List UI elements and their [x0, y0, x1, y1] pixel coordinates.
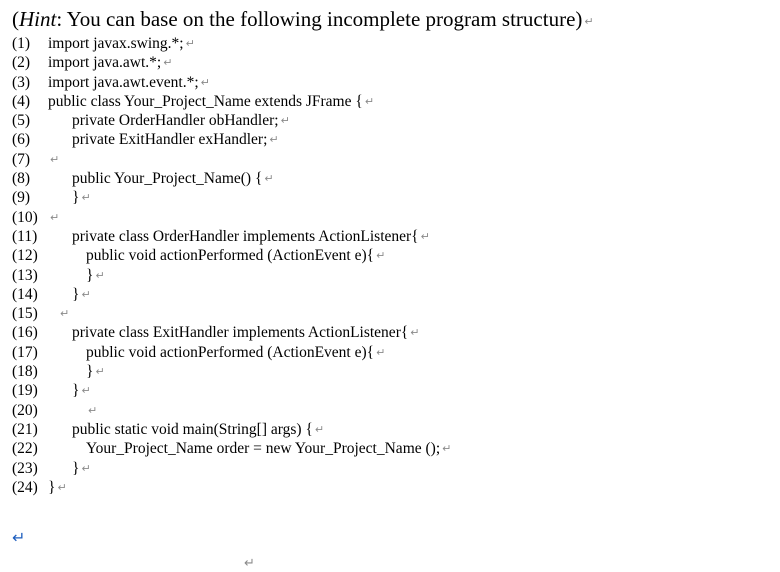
line-number: (18): [12, 363, 38, 381]
code-line-15: [12, 304, 772, 323]
paragraph-mark-icon: ↵: [584, 15, 594, 28]
line-number: (22): [12, 440, 38, 458]
paragraph-mark-icon: ↵: [50, 152, 60, 166]
hint-text: : You can base on the following incomplete program structure): [56, 7, 583, 31]
bottom-paragraph-mark-icon: ↵: [244, 556, 255, 571]
paragraph-mark-icon: ↵: [81, 461, 91, 475]
line-number: (12): [12, 247, 38, 265]
code-text: }: [72, 459, 80, 477]
code-line-5: [12, 111, 772, 130]
code-line-12: [12, 246, 772, 265]
code-text: }: [48, 478, 56, 496]
code-text: public void actionPerformed (ActionEvent e){: [86, 343, 375, 361]
paragraph-mark-icon: ↵: [88, 403, 98, 417]
paragraph-mark-icon: ↵: [410, 326, 420, 340]
code-line-24: [12, 478, 772, 497]
code-line-18: [12, 362, 772, 381]
code-text: private class ExitHandler implements ActionListener{: [72, 324, 409, 342]
line-number: (15): [12, 305, 38, 323]
paragraph-mark-icon: ↵: [280, 114, 290, 128]
line-number: (6): [12, 131, 31, 149]
line-number: (24): [12, 478, 38, 496]
hint-open-paren: (: [12, 7, 19, 31]
code-text: public Your_Project_Name() {: [72, 170, 263, 188]
paragraph-mark-icon: ↵: [81, 191, 91, 205]
line-number: (13): [12, 266, 38, 284]
line-number: (3): [12, 73, 31, 91]
line-number: (21): [12, 420, 38, 438]
code-text: private class OrderHandler implements ActionListener{: [72, 227, 419, 245]
code-line-7: [12, 150, 772, 169]
code-line-11: [12, 227, 772, 246]
code-line-6: [12, 130, 772, 149]
code-line-17: [12, 343, 772, 362]
line-number: (8): [12, 170, 31, 188]
paragraph-mark-icon: ↵: [57, 480, 67, 494]
line-number: (5): [12, 112, 31, 130]
paragraph-mark-icon: ↵: [185, 37, 195, 50]
code-line-2: [12, 53, 772, 72]
code-text: public static void main(String[] args) {: [72, 420, 313, 438]
paragraph-mark-icon: ↵: [364, 94, 375, 108]
code-line-13: [12, 266, 772, 285]
paragraph-mark-icon: ↵: [269, 133, 279, 147]
line-number: (10): [12, 208, 38, 226]
hint-emphasis: Hint: [19, 7, 57, 31]
line-number: (7): [12, 150, 31, 168]
code-line-10: [12, 208, 772, 227]
code-text: public void actionPerformed (ActionEvent e){: [86, 247, 375, 265]
document-page: [12, 4, 772, 497]
paragraph-mark-icon: ↵: [81, 384, 91, 398]
code-line-9: [12, 188, 772, 207]
paragraph-mark-icon: ↵: [81, 287, 91, 301]
code-line-8: [12, 169, 772, 188]
code-line-3: [12, 73, 772, 92]
code-text: public class Your_Project_Name extends JFrame {: [48, 92, 363, 110]
paragraph-mark-icon: ↵: [200, 75, 210, 89]
line-number: (9): [12, 189, 31, 207]
code-line-16: [12, 323, 772, 342]
code-text: import java.awt.*;: [48, 54, 162, 72]
trailing-paragraph-mark-icon: ↵: [12, 528, 26, 547]
paragraph-mark-icon: ↵: [163, 56, 173, 70]
line-number: (17): [12, 343, 38, 361]
code-line-1: [12, 34, 772, 53]
paragraph-mark-icon: ↵: [264, 172, 274, 186]
paragraph-mark-icon: ↵: [50, 210, 60, 224]
code-text: import javax.swing.*;: [48, 35, 184, 52]
paragraph-mark-icon: ↵: [442, 442, 452, 456]
code-text: private ExitHandler exHandler;: [72, 131, 268, 149]
code-text: }: [86, 266, 94, 284]
paragraph-mark-icon: ↵: [376, 345, 386, 359]
code-text: }: [72, 285, 80, 303]
code-text: import java.awt.event.*;: [48, 73, 199, 91]
code-line-20: [12, 401, 772, 420]
line-number: (20): [12, 401, 38, 419]
line-number: (23): [12, 459, 38, 477]
line-number: (14): [12, 285, 38, 303]
line-number: (11): [12, 227, 38, 245]
code-text: private OrderHandler obHandler;: [72, 112, 279, 130]
hint-heading: [12, 4, 772, 34]
paragraph-mark-icon: ↵: [314, 422, 325, 436]
paragraph-mark-icon: ↵: [60, 307, 70, 321]
code-line-22: [12, 439, 772, 458]
paragraph-mark-icon: ↵: [420, 229, 430, 243]
code-text: Your_Project_Name order = new Your_Project_Name ();: [86, 440, 441, 458]
code-text: }: [72, 189, 80, 207]
code-line-23: [12, 459, 772, 478]
line-number: (2): [12, 54, 31, 72]
code-line-4: [12, 92, 772, 111]
paragraph-mark-icon: ↵: [95, 365, 105, 379]
code-line-19: [12, 381, 772, 400]
code-line-21: [12, 420, 772, 439]
line-number: (1): [12, 35, 31, 52]
line-number: (16): [12, 324, 38, 342]
paragraph-mark-icon: ↵: [376, 249, 386, 263]
paragraph-mark-icon: ↵: [95, 268, 105, 282]
code-text: }: [72, 382, 80, 400]
code-text: }: [86, 363, 94, 381]
line-number: (4): [12, 92, 31, 110]
line-number: (19): [12, 382, 38, 400]
code-line-14: [12, 285, 772, 304]
